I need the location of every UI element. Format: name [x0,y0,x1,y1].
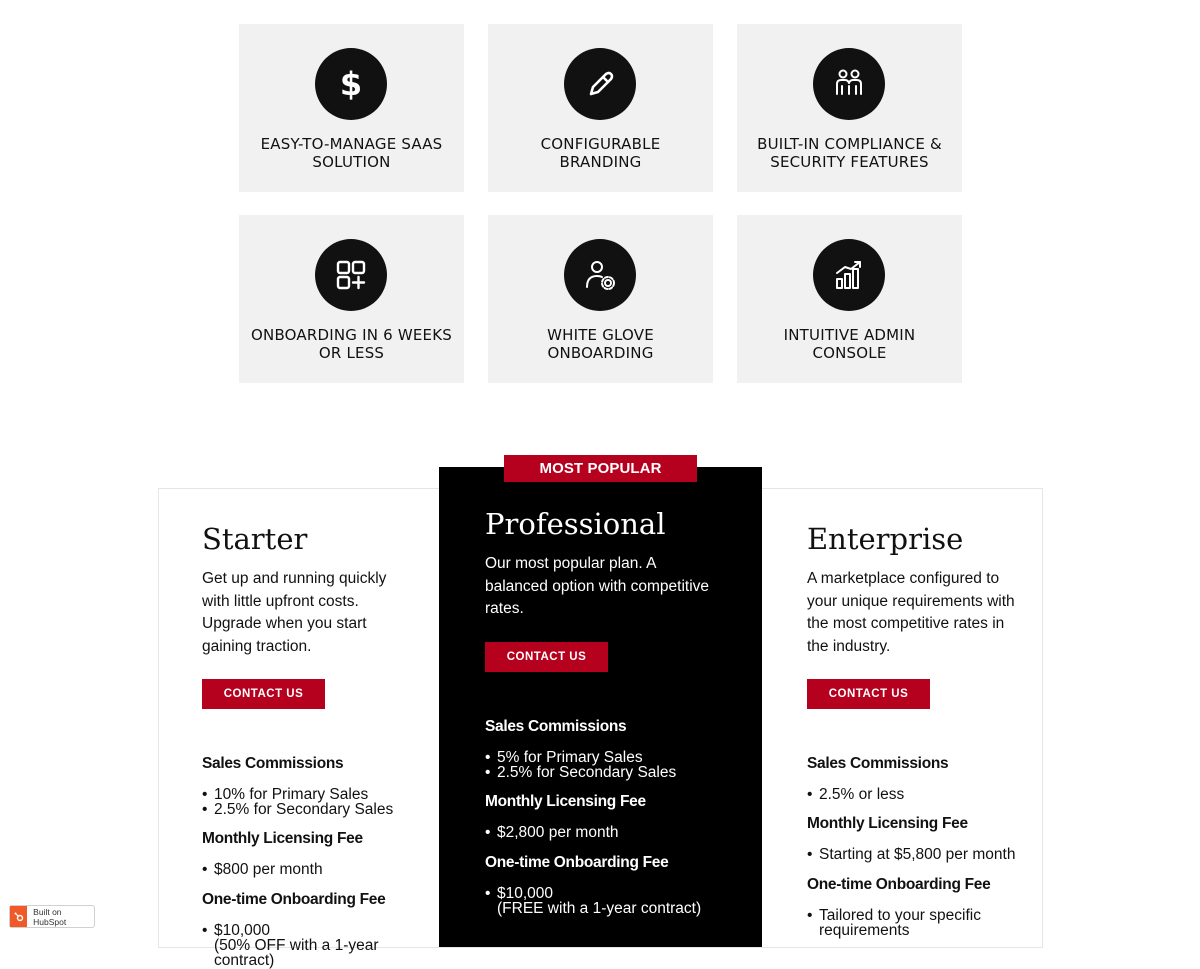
feature-title: EASY-TO-MANAGE SAAS SOLUTION [260,135,443,171]
contact-us-button[interactable]: CONTACT US [202,679,325,709]
contact-us-button[interactable]: CONTACT US [807,679,930,709]
list-item [214,923,417,968]
onboard-list [485,886,715,916]
onboard-note: (50% OFF with a 1-year contract) [214,937,379,969]
dollar-icon [315,48,387,120]
apps-add-icon [315,239,387,311]
plan-description: Get up and running quickly with little upfront costs. Upgrade when you start gaining traction. [202,570,387,655]
section-title: Sales Commissions [807,755,949,772]
list-item: • 2.5% for Secondary Sales [214,802,417,817]
plan-title: Professional [485,507,666,541]
feature-card-saas [239,24,464,192]
list-item: • 2.5% for Secondary Sales [497,765,715,780]
plan-starter [202,522,417,968]
feature-card-admin-console [737,215,962,383]
list-item: • $2,800 per month [497,825,715,840]
section-title: Monthly Licensing Fee [807,815,968,832]
hubspot-label: Built on HubSpot [33,906,67,927]
list-item: • Starting at $5,800 per month [819,847,1025,862]
list-item: • $800 per month [214,862,417,877]
plan-professional [485,507,715,916]
bar-chart-icon [813,239,885,311]
contact-us-button[interactable]: CONTACT US [485,642,608,672]
section-title: Sales Commissions [202,755,344,772]
feature-title: CONFIGURABLE BRANDING [540,135,661,171]
fee-list [202,862,417,877]
list-item: • 10% for Primary Sales [214,787,417,802]
built-on-hubspot-badge[interactable] [9,905,95,928]
hubspot-sprocket-icon [10,906,27,927]
svg-text:$: $ [339,65,363,103]
feature-title: ONBOARDING IN 6 WEEKS OR LESS [251,326,452,362]
feature-title: BUILT-IN COMPLIANCE & SECURITY FEATURES [757,135,942,171]
section-title: Sales Commissions [485,717,627,735]
user-gear-icon [564,239,636,311]
plan-title: Starter [202,522,308,556]
section-title: One-time Onboarding Fee [485,853,669,871]
section-title: Monthly Licensing Fee [485,792,646,810]
list-item: • 2.5% or less [819,787,1025,802]
list-item: • Tailored to your specific requirements [819,908,1025,938]
section-title: One-time Onboarding Fee [202,891,386,908]
fee-list [807,847,1025,862]
feature-card-compliance [737,24,962,192]
sales-list [807,787,1025,802]
feature-card-white-glove [488,215,713,383]
people-shield-icon [813,48,885,120]
onboard-list [807,908,1025,938]
sales-list [485,750,715,780]
fee-list [485,825,715,840]
plan-description: Our most popular plan. A balanced option with competitive rates. [485,555,710,617]
onboard-value: $10,000 [497,884,554,902]
list-item [497,886,715,916]
feature-card-branding [488,24,713,192]
plan-description: A marketplace configured to your unique requirements with the most competitive rates in the industry. [807,570,1015,655]
section-title: One-time Onboarding Fee [807,876,991,893]
plan-title: Enterprise [807,522,964,556]
feature-title: INTUITIVE ADMIN CONSOLE [783,326,916,362]
list-item: • 5% for Primary Sales [497,750,715,765]
sales-list [202,787,417,817]
most-popular-badge: MOST POPULAR [504,455,697,482]
feature-card-onboarding-weeks [239,215,464,383]
feature-title: WHITE GLOVE ONBOARDING [547,326,654,362]
plan-enterprise [807,522,1025,938]
section-title: Monthly Licensing Fee [202,830,363,847]
pencil-icon [564,48,636,120]
onboard-note: (FREE with a 1-year contract) [497,899,702,917]
onboard-value: $10,000 [214,922,271,939]
onboard-list [202,923,417,968]
